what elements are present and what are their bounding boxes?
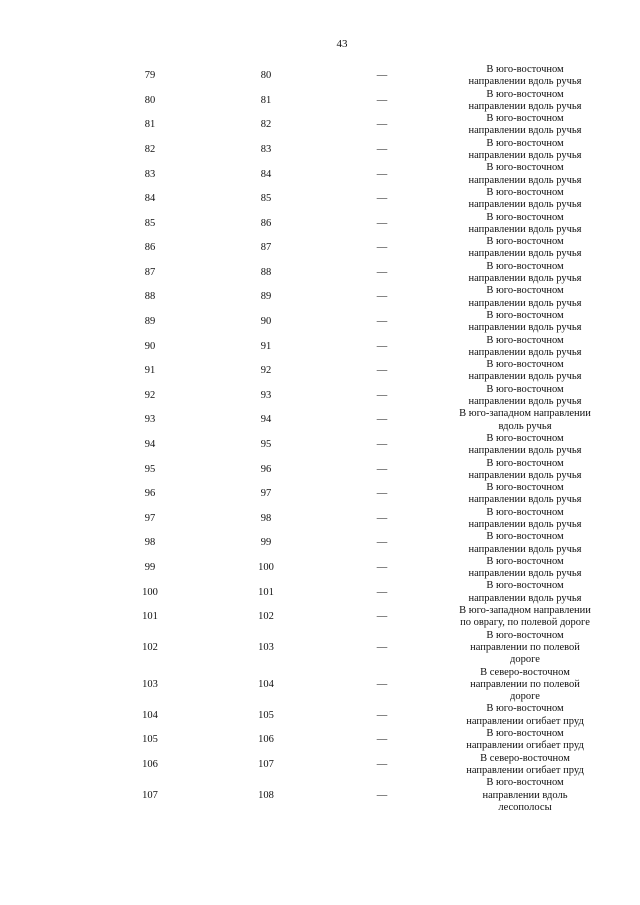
description-cell <box>440 753 610 778</box>
description-cell <box>440 777 610 814</box>
distance-cell: — <box>376 641 388 653</box>
table-row <box>0 507 640 532</box>
description-cell <box>440 335 610 360</box>
point-from-cell: 94 <box>144 439 156 451</box>
table-row <box>0 64 640 89</box>
description-cell <box>440 667 610 704</box>
description-line: В юго-восточном <box>486 506 564 518</box>
table-row <box>0 531 640 556</box>
point-to-cell: 92 <box>260 365 272 377</box>
table-row <box>0 605 640 630</box>
point-from-cell: 89 <box>144 316 156 328</box>
description-cell <box>440 359 610 384</box>
table-row <box>0 408 640 433</box>
description-cell <box>440 113 610 138</box>
description-line: направлении огибает пруд <box>466 764 584 776</box>
point-to-cell: 99 <box>260 537 272 549</box>
point-from-cell: 103 <box>142 678 158 690</box>
point-from-cell: 88 <box>144 291 156 303</box>
distance-cell: — <box>376 168 388 180</box>
point-from-cell: 102 <box>142 641 158 653</box>
point-to-cell: 85 <box>260 193 272 205</box>
description-line: направлении вдоль ручья <box>468 297 582 309</box>
description-cell <box>440 703 610 728</box>
description-cell <box>440 605 610 630</box>
description-line: направлении вдоль ручья <box>468 248 582 260</box>
description-cell <box>440 556 610 581</box>
point-to-cell: 87 <box>260 242 272 254</box>
table-row <box>0 285 640 310</box>
description-line: направлении вдоль ручья <box>468 568 582 580</box>
description-cell <box>440 187 610 212</box>
point-to-cell: 89 <box>260 291 272 303</box>
point-to-cell: 96 <box>260 463 272 475</box>
description-cell <box>440 212 610 237</box>
boundary-description-table <box>0 64 640 814</box>
distance-cell: — <box>376 488 388 500</box>
description-cell <box>440 433 610 458</box>
point-to-cell: 101 <box>258 586 274 598</box>
table-row <box>0 728 640 753</box>
description-cell <box>440 162 610 187</box>
point-to-cell: 84 <box>260 168 272 180</box>
description-cell <box>440 64 610 89</box>
point-from-cell: 96 <box>144 488 156 500</box>
description-cell <box>440 482 610 507</box>
table-row <box>0 359 640 384</box>
point-to-cell: 104 <box>258 678 274 690</box>
point-from-cell: 106 <box>142 758 158 770</box>
description-cell <box>440 89 610 114</box>
description-line: по оврагу, по полевой дороге <box>460 617 590 629</box>
description-line: направлении вдоль ручья <box>468 371 582 383</box>
table-row <box>0 580 640 605</box>
description-line: направлении вдоль ручья <box>468 322 582 334</box>
table-row <box>0 89 640 114</box>
description-line: В юго-восточном <box>486 186 564 198</box>
description-line: В юго-восточном <box>486 359 564 371</box>
distance-cell: — <box>376 463 388 475</box>
point-to-cell: 103 <box>258 641 274 653</box>
description-line: В юго-восточном <box>486 137 564 149</box>
point-from-cell: 99 <box>144 562 156 574</box>
distance-cell: — <box>376 562 388 574</box>
point-from-cell: 98 <box>144 537 156 549</box>
description-line: В юго-восточном <box>486 432 564 444</box>
table-row <box>0 310 640 335</box>
description-line: В юго-восточном <box>486 728 564 740</box>
description-line: В юго-западном направлении <box>459 408 591 420</box>
distance-cell: — <box>376 586 388 598</box>
description-line: В юго-восточном <box>486 285 564 297</box>
distance-cell: — <box>376 414 388 426</box>
description-line: В юго-восточном <box>486 211 564 223</box>
point-from-cell: 104 <box>142 709 158 721</box>
point-from-cell: 100 <box>142 586 158 598</box>
description-line: направлении огибает пруд <box>466 715 584 727</box>
point-from-cell: 85 <box>144 217 156 229</box>
description-cell <box>440 580 610 605</box>
distance-cell: — <box>376 242 388 254</box>
distance-cell: — <box>376 709 388 721</box>
description-line: В юго-восточном <box>486 555 564 567</box>
description-line: направлении вдоль ручья <box>468 396 582 408</box>
description-line: В юго-восточном <box>486 629 564 641</box>
page-number: 43 <box>336 38 348 50</box>
table-row <box>0 212 640 237</box>
description-line: направлении вдоль <box>482 789 568 801</box>
point-to-cell: 105 <box>258 709 274 721</box>
distance-cell: — <box>376 439 388 451</box>
point-to-cell: 91 <box>260 340 272 352</box>
point-from-cell: 92 <box>144 389 156 401</box>
point-to-cell: 86 <box>260 217 272 229</box>
description-line: направлении огибает пруд <box>466 740 584 752</box>
table-row <box>0 261 640 286</box>
table-row <box>0 433 640 458</box>
description-line: направлении вдоль ручья <box>468 150 582 162</box>
description-line: дороге <box>510 654 540 666</box>
description-line: В юго-восточном <box>486 162 564 174</box>
description-line: В юго-восточном <box>486 309 564 321</box>
description-line: направлении вдоль ручья <box>468 469 582 481</box>
description-line: В юго-восточном <box>486 334 564 346</box>
table-row <box>0 113 640 138</box>
description-line: направлении по полевой <box>470 641 580 653</box>
description-line: В юго-восточном <box>486 531 564 543</box>
point-to-cell: 95 <box>260 439 272 451</box>
description-line: В юго-восточном <box>486 457 564 469</box>
point-to-cell: 107 <box>258 758 274 770</box>
point-to-cell: 100 <box>258 562 274 574</box>
point-from-cell: 97 <box>144 512 156 524</box>
table-row <box>0 630 640 667</box>
distance-cell: — <box>376 340 388 352</box>
description-cell <box>440 236 610 261</box>
distance-cell: — <box>376 365 388 377</box>
point-to-cell: 83 <box>260 143 272 155</box>
point-from-cell: 84 <box>144 193 156 205</box>
description-cell <box>440 458 610 483</box>
distance-cell: — <box>376 266 388 278</box>
description-cell <box>440 507 610 532</box>
table-row <box>0 667 640 704</box>
distance-cell: — <box>376 734 388 746</box>
description-line: В юго-восточном <box>486 260 564 272</box>
point-to-cell: 94 <box>260 414 272 426</box>
distance-cell: — <box>376 291 388 303</box>
description-line: В юго-западном направлении <box>459 605 591 617</box>
description-line: лесополосы <box>498 801 552 813</box>
table-row <box>0 753 640 778</box>
description-line: В юго-восточном <box>486 777 564 789</box>
description-line: направлении вдоль ручья <box>468 494 582 506</box>
distance-cell: — <box>376 389 388 401</box>
description-cell <box>440 630 610 667</box>
description-line: направлении вдоль ручья <box>468 346 582 358</box>
distance-cell: — <box>376 316 388 328</box>
table-row <box>0 556 640 581</box>
description-line: направлении вдоль ручья <box>468 273 582 285</box>
description-line: В юго-восточном <box>486 236 564 248</box>
description-line: направлении по полевой <box>470 678 580 690</box>
point-to-cell: 108 <box>258 789 274 801</box>
distance-cell: — <box>376 512 388 524</box>
description-line: направлении вдоль ручья <box>468 223 582 235</box>
point-to-cell: 80 <box>260 70 272 82</box>
description-line: направлении вдоль ручья <box>468 125 582 137</box>
point-from-cell: 83 <box>144 168 156 180</box>
point-from-cell: 107 <box>142 789 158 801</box>
distance-cell: — <box>376 143 388 155</box>
description-cell <box>440 261 610 286</box>
distance-cell: — <box>376 119 388 131</box>
point-to-cell: 82 <box>260 119 272 131</box>
point-from-cell: 101 <box>142 611 158 623</box>
description-cell <box>440 310 610 335</box>
distance-cell: — <box>376 193 388 205</box>
point-to-cell: 90 <box>260 316 272 328</box>
distance-cell: — <box>376 537 388 549</box>
point-to-cell: 93 <box>260 389 272 401</box>
point-from-cell: 91 <box>144 365 156 377</box>
distance-cell: — <box>376 678 388 690</box>
description-line: В юго-восточном <box>486 88 564 100</box>
description-cell <box>440 728 610 753</box>
point-to-cell: 98 <box>260 512 272 524</box>
description-cell <box>440 408 610 433</box>
table-row <box>0 138 640 163</box>
distance-cell: — <box>376 789 388 801</box>
point-from-cell: 86 <box>144 242 156 254</box>
point-to-cell: 81 <box>260 94 272 106</box>
distance-cell: — <box>376 758 388 770</box>
distance-cell: — <box>376 611 388 623</box>
description-line: направлении вдоль ручья <box>468 174 582 186</box>
table-row <box>0 458 640 483</box>
table-row <box>0 777 640 814</box>
table-row <box>0 162 640 187</box>
table-row <box>0 236 640 261</box>
distance-cell: — <box>376 217 388 229</box>
description-line: направлении вдоль ручья <box>468 100 582 112</box>
description-line: направлении вдоль ручья <box>468 199 582 211</box>
point-from-cell: 105 <box>142 734 158 746</box>
description-line: направлении вдоль ручья <box>468 76 582 88</box>
description-line: В юго-восточном <box>486 383 564 395</box>
point-from-cell: 80 <box>144 94 156 106</box>
point-from-cell: 79 <box>144 70 156 82</box>
point-from-cell: 90 <box>144 340 156 352</box>
description-line: В юго-восточном <box>486 64 564 75</box>
description-line: направлении вдоль ручья <box>468 445 582 457</box>
distance-cell: — <box>376 70 388 82</box>
table-row <box>0 335 640 360</box>
table-row <box>0 384 640 409</box>
point-to-cell: 88 <box>260 266 272 278</box>
point-from-cell: 95 <box>144 463 156 475</box>
description-line: В северо-восточном <box>480 666 570 678</box>
description-line: направлении вдоль ручья <box>468 543 582 555</box>
description-line: вдоль ручья <box>498 420 552 432</box>
description-cell <box>440 285 610 310</box>
description-line: направлении вдоль ручья <box>468 592 582 604</box>
description-line: В северо-восточном <box>480 752 570 764</box>
point-from-cell: 93 <box>144 414 156 426</box>
point-to-cell: 102 <box>258 611 274 623</box>
description-line: В юго-восточном <box>486 703 564 715</box>
point-from-cell: 82 <box>144 143 156 155</box>
table-row <box>0 187 640 212</box>
distance-cell: — <box>376 94 388 106</box>
point-to-cell: 106 <box>258 734 274 746</box>
description-line: направлении вдоль ручья <box>468 518 582 530</box>
point-to-cell: 97 <box>260 488 272 500</box>
point-from-cell: 87 <box>144 266 156 278</box>
table-row <box>0 703 640 728</box>
description-line: В юго-восточном <box>486 580 564 592</box>
point-from-cell: 81 <box>144 119 156 131</box>
description-line: В юго-восточном <box>486 482 564 494</box>
description-cell <box>440 138 610 163</box>
description-line: дороге <box>510 691 540 703</box>
description-cell <box>440 384 610 409</box>
table-row <box>0 482 640 507</box>
description-cell <box>440 531 610 556</box>
description-line: В юго-восточном <box>486 113 564 125</box>
